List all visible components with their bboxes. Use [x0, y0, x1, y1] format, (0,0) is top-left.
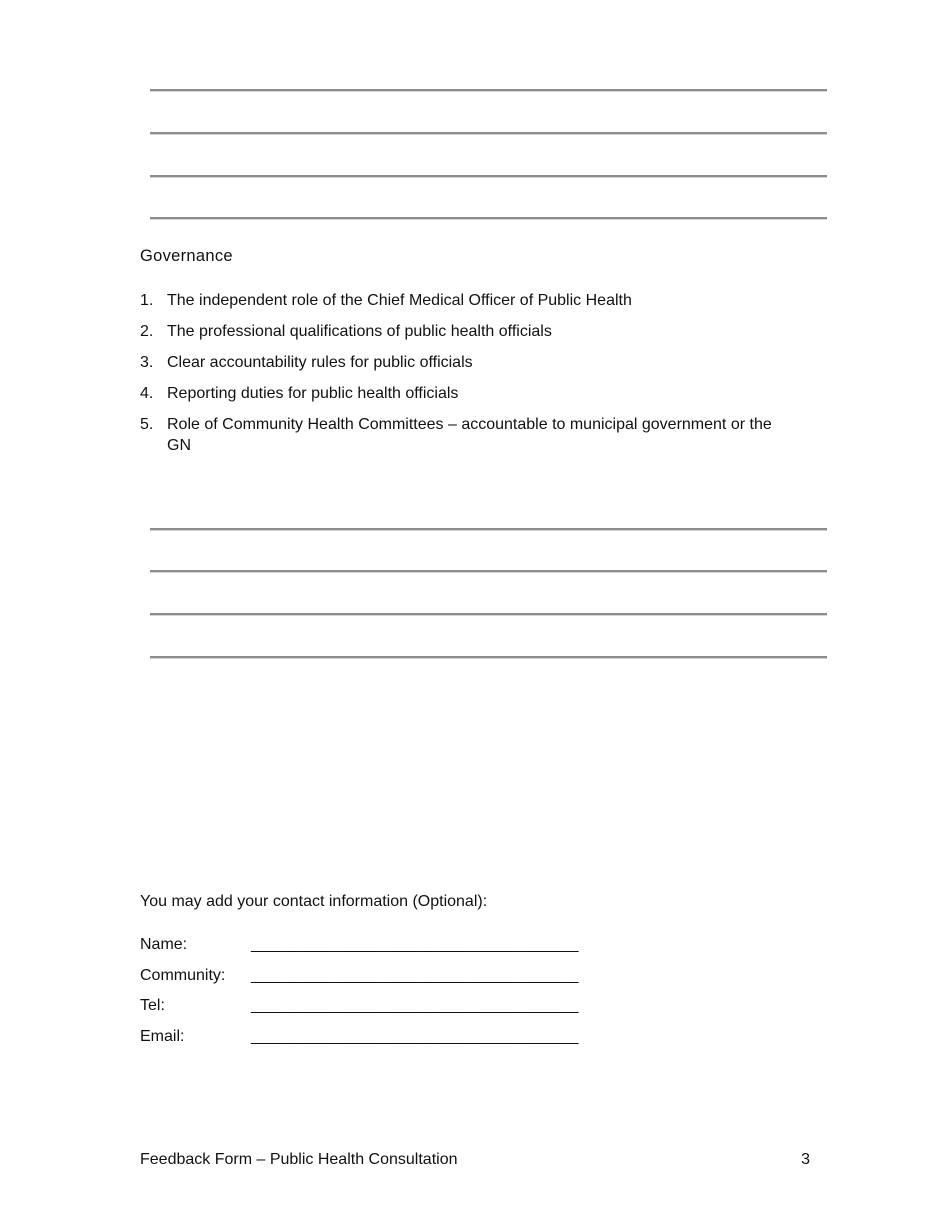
answer-line[interactable]: [150, 656, 827, 659]
contact-name-label: Name:: [140, 936, 188, 953]
list-item-number: 5.: [140, 416, 154, 433]
list-item: [140, 414, 800, 456]
answer-line[interactable]: [150, 132, 827, 135]
list-item-text: The independent role of the Chief Medical Officer of Public Health: [167, 292, 632, 309]
footer-title: Feedback Form – Public Health Consultation: [140, 1151, 458, 1168]
list-item-text: The professional qualifications of public health officials: [167, 323, 552, 340]
answer-line[interactable]: [150, 528, 827, 531]
contact-email-label: Email:: [140, 1028, 185, 1045]
contact-community-field[interactable]: ____________________________________: [251, 967, 579, 984]
answer-line[interactable]: [150, 570, 827, 573]
list-item: [140, 290, 800, 311]
contact-email-field[interactable]: ____________________________________: [251, 1028, 579, 1045]
answer-line[interactable]: [150, 217, 827, 220]
contact-community-label: Community:: [140, 967, 226, 984]
list-item-number: 2.: [140, 323, 154, 340]
page-number: 3: [801, 1151, 810, 1168]
list-item-number: 4.: [140, 385, 154, 402]
list-item: [140, 321, 800, 342]
contact-intro: You may add your contact information (Optional):: [140, 893, 488, 910]
contact-tel-label: Tel:: [140, 997, 165, 1014]
list-item: [140, 383, 800, 404]
list-item-number: 1.: [140, 292, 154, 309]
governance-list: [140, 290, 800, 466]
list-item-text: Reporting duties for public health officials: [167, 385, 459, 402]
list-item-number: 3.: [140, 354, 154, 371]
answer-line[interactable]: [150, 613, 827, 616]
list-item-text: Role of Community Health Committees – accountable to municipal government or the GN: [167, 416, 772, 454]
list-item-text: Clear accountability rules for public officials: [167, 354, 473, 371]
answer-line[interactable]: [150, 175, 827, 178]
section-heading: Governance: [140, 247, 233, 265]
contact-tel-field[interactable]: ____________________________________: [251, 997, 579, 1014]
list-item: [140, 352, 800, 373]
answer-line[interactable]: [150, 89, 827, 92]
contact-name-field[interactable]: ____________________________________: [251, 936, 579, 953]
